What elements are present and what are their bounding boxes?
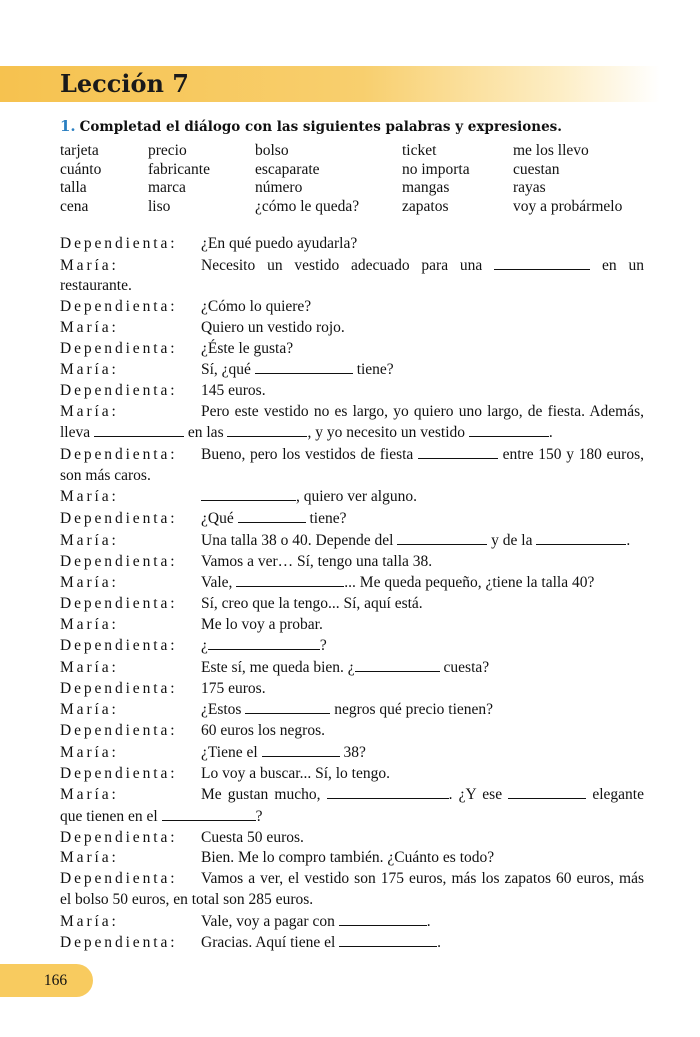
dialogue (60, 234, 644, 954)
dialogue-line (60, 359, 644, 381)
answer-blank[interactable] (245, 699, 330, 714)
dialogue-text: ¿Tiene el (201, 743, 262, 761)
word-bank-item: cena (60, 197, 89, 215)
word-bank-item: cuestan (513, 160, 560, 178)
exercise-number: 1. (60, 117, 76, 135)
speaker-label: Dependienta: (60, 339, 178, 357)
dialogue-text: ? (255, 807, 263, 825)
dialogue-text: 145 euros. (201, 381, 266, 399)
speaker-label: María: (60, 659, 119, 677)
dialogue-line (60, 657, 644, 679)
word-bank-item: no importa (402, 160, 470, 178)
dialogue-text: . ¿Y ese (448, 786, 509, 804)
dialogue-text: , quiero ver alguno. (296, 488, 417, 506)
dialogue-text: . (426, 912, 431, 930)
speaker-label: María: (60, 402, 119, 420)
answer-blank[interactable] (339, 932, 437, 947)
dialogue-text: Me gustan mucho, (201, 786, 327, 804)
word-bank-item: tarjeta (60, 142, 99, 159)
answer-blank[interactable] (94, 422, 184, 437)
dialogue-text: y de la (487, 531, 537, 549)
answer-blank[interactable] (255, 359, 353, 374)
dialogue-line (60, 318, 644, 339)
dialogue-line (60, 255, 644, 297)
dialogue-text: Este sí, me queda bien. ¿ (201, 659, 355, 677)
speaker-label: Dependienta: (60, 446, 178, 464)
dialogue-text: 60 euros los negros. (201, 722, 325, 740)
dialogue-text: Cuesta 50 euros. (201, 828, 304, 846)
speaker-label: María: (60, 361, 119, 379)
word-bank-item: voy a probármelo (513, 197, 623, 215)
speaker-label: Dependienta: (60, 828, 178, 846)
word-bank (60, 142, 660, 216)
speaker-label: Dependienta: (60, 934, 178, 952)
dialogue-line (60, 679, 644, 700)
dialogue-text: Gracias. Aquí tiene el (201, 934, 340, 952)
word-bank-item: zapatos (402, 197, 449, 215)
page-number-tab (0, 964, 93, 997)
word-bank-item: precio (148, 142, 187, 159)
dialogue-text: en un restaurante. (60, 256, 644, 295)
dialogue-text: , y yo necesito un vestido (307, 424, 469, 442)
dialogue-text: . (626, 531, 631, 549)
dialogue-line (60, 572, 644, 594)
word-bank-item: ¿cómo le queda? (255, 197, 360, 215)
speaker-label: María: (60, 786, 119, 804)
speaker-label: Dependienta: (60, 870, 178, 888)
dialogue-text: Me lo voy a probar. (201, 615, 323, 633)
dialogue-line (60, 508, 644, 530)
dialogue-line (60, 234, 644, 255)
dialogue-line (60, 828, 644, 849)
dialogue-text: negros qué precio tienen? (330, 701, 494, 719)
answer-blank[interactable] (355, 657, 440, 672)
speaker-label: Dependienta: (60, 594, 178, 612)
speaker-label: María: (60, 615, 119, 633)
answer-blank[interactable] (469, 422, 549, 437)
dialogue-text: Bien. Me lo compro también. ¿Cuánto es todo? (201, 849, 495, 867)
speaker-label: Dependienta: (60, 552, 178, 570)
dialogue-text: . (437, 934, 442, 952)
answer-blank[interactable] (236, 572, 344, 587)
dialogue-text: Quiero un vestido rojo. (201, 318, 345, 336)
dialogue-text: Una talla 38 o 40. Depende del (201, 531, 398, 549)
dialogue-text: 175 euros. (201, 679, 266, 697)
dialogue-text: Vamos a ver… Sí, tengo una talla 38. (201, 552, 433, 570)
dialogue-text: ... Me queda pequeño, ¿tiene la talla 40? (344, 574, 595, 592)
dialogue-text: 38? (339, 743, 366, 761)
dialogue-line (60, 721, 644, 742)
answer-blank[interactable] (397, 530, 487, 545)
word-bank-item: talla (60, 179, 87, 196)
dialogue-line (60, 742, 644, 764)
dialogue-line (60, 784, 644, 827)
speaker-label: Dependienta: (60, 637, 178, 655)
dialogue-line (60, 932, 644, 954)
word-bank-item: me los llevo (513, 142, 589, 159)
dialogue-line (60, 444, 644, 486)
speaker-label: María: (60, 743, 119, 761)
dialogue-line (60, 381, 644, 402)
dialogue-line (60, 911, 644, 933)
dialogue-line (60, 530, 644, 552)
answer-blank[interactable] (418, 444, 498, 459)
answer-blank[interactable] (262, 742, 340, 757)
dialogue-text: Necesito un vestido adecuado para una (201, 256, 495, 274)
dialogue-text: elegante que tienen en el (60, 786, 644, 825)
dialogue-text: en las (184, 424, 228, 442)
speaker-label: Dependienta: (60, 722, 178, 740)
dialogue-line (60, 402, 644, 444)
dialogue-text: entre 150 y 180 euros, son más caros. (60, 446, 644, 484)
dialogue-text: tiene? (352, 361, 394, 379)
exercise-instruction (60, 116, 660, 137)
answer-blank[interactable] (227, 422, 307, 437)
exercise-instruction-text: Completad el diálogo con las siguientes palabras y expresiones. (79, 119, 562, 135)
dialogue-text: ¿En qué puedo ayudarla? (201, 235, 358, 252)
dialogue-line (60, 615, 644, 636)
dialogue-text: ¿Cómo lo quiere? (201, 298, 312, 316)
answer-blank[interactable] (208, 635, 320, 650)
word-bank-item: fabricante (148, 160, 210, 178)
dialogue-line (60, 297, 644, 318)
dialogue-text: ? (319, 637, 327, 655)
answer-blank[interactable] (162, 806, 256, 821)
speaker-label: María: (60, 574, 119, 592)
dialogue-text: ¿Estos (201, 701, 246, 719)
dialogue-line (60, 552, 644, 573)
dialogue-text: ¿Qué (201, 510, 238, 528)
speaker-label: Dependienta: (60, 764, 178, 782)
dialogue-text: Bueno, pero los vestidos de fiesta (201, 446, 418, 464)
answer-blank[interactable] (536, 530, 626, 545)
dialogue-text: cuesta? (439, 659, 490, 677)
word-bank-item: bolso (255, 142, 289, 159)
speaker-label: María: (60, 912, 119, 930)
answer-blank[interactable] (201, 486, 296, 501)
answer-blank[interactable] (327, 784, 449, 799)
dialogue-text: Sí, creo que la tengo... Sí, aquí está. (201, 594, 423, 612)
dialogue-text: tiene? (305, 510, 347, 528)
speaker-label: Dependienta: (60, 235, 178, 252)
speaker-label: María: (60, 531, 119, 549)
dialogue-text: Vale, (201, 574, 237, 592)
dialogue-line (60, 339, 644, 360)
speaker-label: María: (60, 849, 119, 867)
answer-blank[interactable] (238, 508, 306, 523)
word-bank-item: liso (148, 197, 171, 215)
dialogue-text: Sí, ¿qué (201, 361, 255, 379)
speaker-label: Dependienta: (60, 298, 178, 316)
speaker-label: Dependienta: (60, 679, 178, 697)
dialogue-text: Lo voy a buscar... Sí, lo tengo. (201, 764, 390, 782)
dialogue-line (60, 594, 644, 615)
dialogue-text: Vamos a ver, el vestido son 175 euros, más los zapatos 60 euros, más el bolso 50 euros, en total son 285 euros. (60, 870, 644, 908)
speaker-label: María: (60, 701, 119, 719)
speaker-label: María: (60, 318, 119, 336)
speaker-label: María: (60, 488, 119, 506)
dialogue-text: ¿Éste le gusta? (201, 339, 294, 357)
word-bank-item: marca (148, 179, 186, 196)
speaker-label: María: (60, 256, 119, 274)
answer-blank[interactable] (339, 911, 427, 926)
dialogue-line (60, 764, 644, 785)
answer-blank[interactable] (494, 255, 590, 270)
word-bank-item: escaparate (255, 160, 320, 178)
dialogue-line (60, 486, 644, 508)
word-bank-item: ticket (402, 142, 437, 159)
dialogue-text: ¿ (201, 637, 208, 655)
speaker-label: Dependienta: (60, 381, 178, 399)
dialogue-text: Vale, voy a pagar con (201, 912, 339, 930)
word-bank-item: mangas (402, 179, 450, 196)
dialogue-text: . (548, 424, 553, 442)
dialogue-line (60, 635, 644, 657)
lesson-title: Lección 7 (60, 69, 189, 98)
speaker-label: Dependienta: (60, 510, 178, 528)
dialogue-line (60, 869, 644, 910)
word-bank-item: número (255, 179, 303, 196)
word-bank-item: rayas (513, 179, 546, 196)
dialogue-line (60, 699, 644, 721)
dialogue-text: Pero este vestido no es largo, yo quiero uno largo, de fiesta. Además, lleva (60, 402, 644, 442)
word-bank-item: cuánto (60, 160, 102, 178)
dialogue-line (60, 848, 644, 869)
answer-blank[interactable] (508, 784, 586, 799)
page-number: 166 (43, 971, 68, 989)
